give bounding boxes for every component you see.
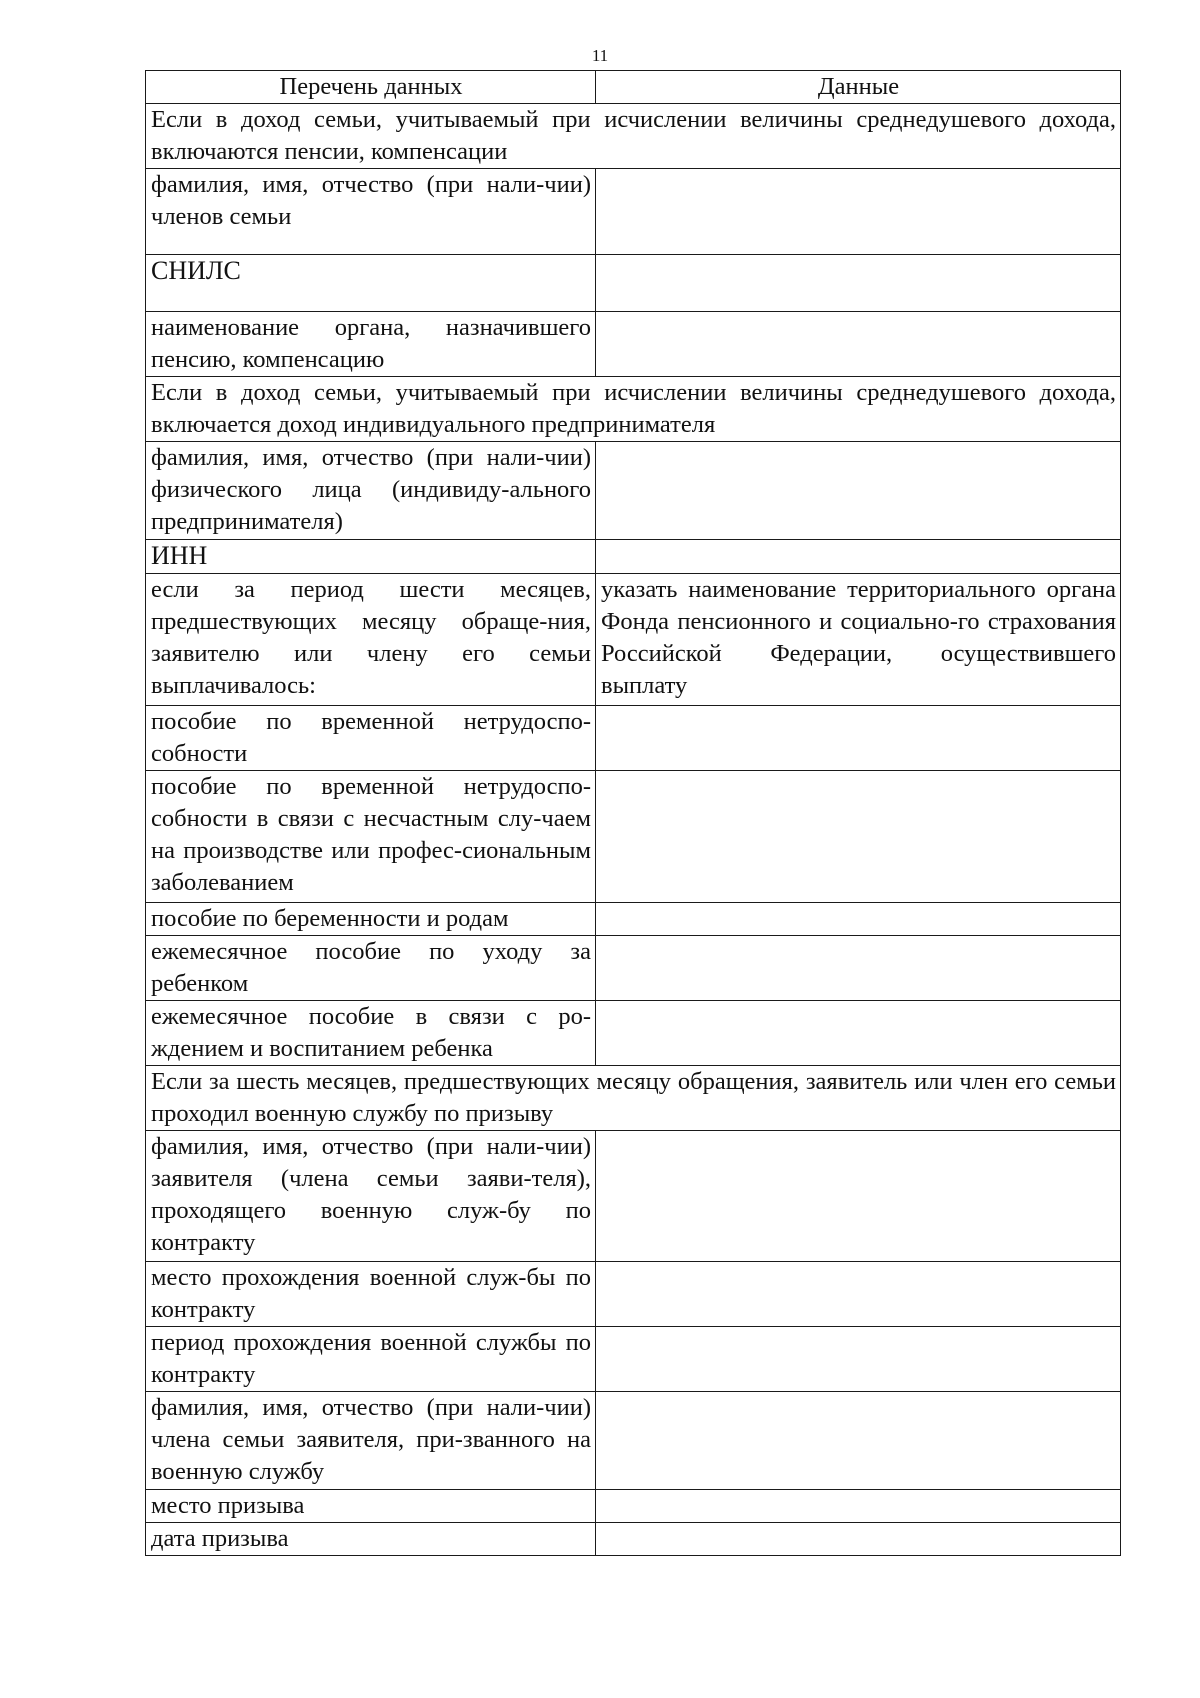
row-label: фамилия, имя, отчество (при нали-чии) заявителя (члена семьи заяви-теля), проходящего военную служ-бу по контракту: [146, 1131, 596, 1262]
table-row: [146, 1327, 1121, 1392]
section-row-entrepreneur: [146, 377, 1121, 442]
section-entrepreneur: Если в доход семьи, учитываемый при исчислении величины среднедушевого дохода, включается доход индивидуального предпринимателя: [146, 377, 1121, 442]
row-label: если за период шести месяцев, предшествующих месяцу обраще-ния, заявителю или члену его семьи выплачивалось:: [146, 574, 596, 706]
table-row: [146, 1001, 1121, 1066]
section-pension: Если в доход семьи, учитываемый при исчислении величины среднедушевого дохода, включаются пенсии, компенсации: [146, 104, 1121, 169]
row-label: наименование органа, назначившего пенсию, компенсацию: [146, 312, 596, 377]
row-value[interactable]: [596, 1131, 1121, 1262]
row-label: СНИЛС: [146, 255, 596, 312]
row-label: ежемесячное пособие по уходу за ребенком: [146, 936, 596, 1001]
table-row: [146, 1490, 1121, 1523]
table-row: [146, 312, 1121, 377]
header-data: Данные: [596, 71, 1121, 104]
table-row: [146, 706, 1121, 771]
row-label: пособие по временной нетрудоспо-собности в связи с несчастным слу-чаем на производстве или профес-сиональным заболеванием: [146, 771, 596, 903]
row-value[interactable]: [596, 936, 1121, 1001]
header-list: Перечень данных: [146, 71, 596, 104]
data-list-table: [145, 70, 1121, 1556]
table-row: [146, 1262, 1121, 1327]
table-row: [146, 540, 1121, 574]
row-value[interactable]: [596, 903, 1121, 936]
table-row: [146, 1392, 1121, 1490]
table-row: [146, 771, 1121, 903]
table-row: [146, 169, 1121, 255]
row-value[interactable]: [596, 442, 1121, 540]
row-label: ежемесячное пособие в связи с ро-ждением и воспитанием ребенка: [146, 1001, 596, 1066]
row-value[interactable]: [596, 771, 1121, 903]
section-row-pension: [146, 104, 1121, 169]
row-value[interactable]: [596, 312, 1121, 377]
row-label: период прохождения военной службы по контракту: [146, 1327, 596, 1392]
table-row: [146, 255, 1121, 312]
page-number: 11: [591, 46, 609, 65]
row-value[interactable]: [596, 1327, 1121, 1392]
row-label: ИНН: [146, 540, 596, 574]
row-value[interactable]: [596, 1262, 1121, 1327]
row-value[interactable]: [596, 255, 1121, 312]
table-row: [146, 1523, 1121, 1556]
row-value[interactable]: [596, 169, 1121, 255]
row-value[interactable]: [596, 1490, 1121, 1523]
table-header-row: [146, 71, 1121, 104]
row-value[interactable]: [596, 540, 1121, 574]
row-label: фамилия, имя, отчество (при нали-чии) члена семьи заявителя, при-званного на военную службу: [146, 1392, 596, 1490]
table-row: [146, 442, 1121, 540]
row-label: место призыва: [146, 1490, 596, 1523]
table-row: [146, 1131, 1121, 1262]
row-value[interactable]: [596, 706, 1121, 771]
row-label: место прохождения военной служ-бы по контракту: [146, 1262, 596, 1327]
row-value[interactable]: [596, 1001, 1121, 1066]
table-row: [146, 936, 1121, 1001]
row-label: пособие по беременности и родам: [146, 903, 596, 936]
row-label: фамилия, имя, отчество (при нали-чии) физического лица (индивиду-ального предпринимателя): [146, 442, 596, 540]
table-row: [146, 903, 1121, 936]
row-value-instruction: указать наименование территориального органа Фонда пенсионного и социально-го страхования Российской Федерации, осуществившего выплату: [596, 574, 1121, 706]
section-military: Если за шесть месяцев, предшествующих месяцу обращения, заявитель или член его семьи проходил военную службу по призыву: [146, 1066, 1121, 1131]
section-row-military: [146, 1066, 1121, 1131]
table-row: [146, 574, 1121, 706]
row-label: дата призыва: [146, 1523, 596, 1556]
row-value[interactable]: [596, 1392, 1121, 1490]
row-value[interactable]: [596, 1523, 1121, 1556]
row-label: пособие по временной нетрудоспо-собности: [146, 706, 596, 771]
row-label: фамилия, имя, отчество (при нали-чии) членов семьи: [146, 169, 596, 255]
